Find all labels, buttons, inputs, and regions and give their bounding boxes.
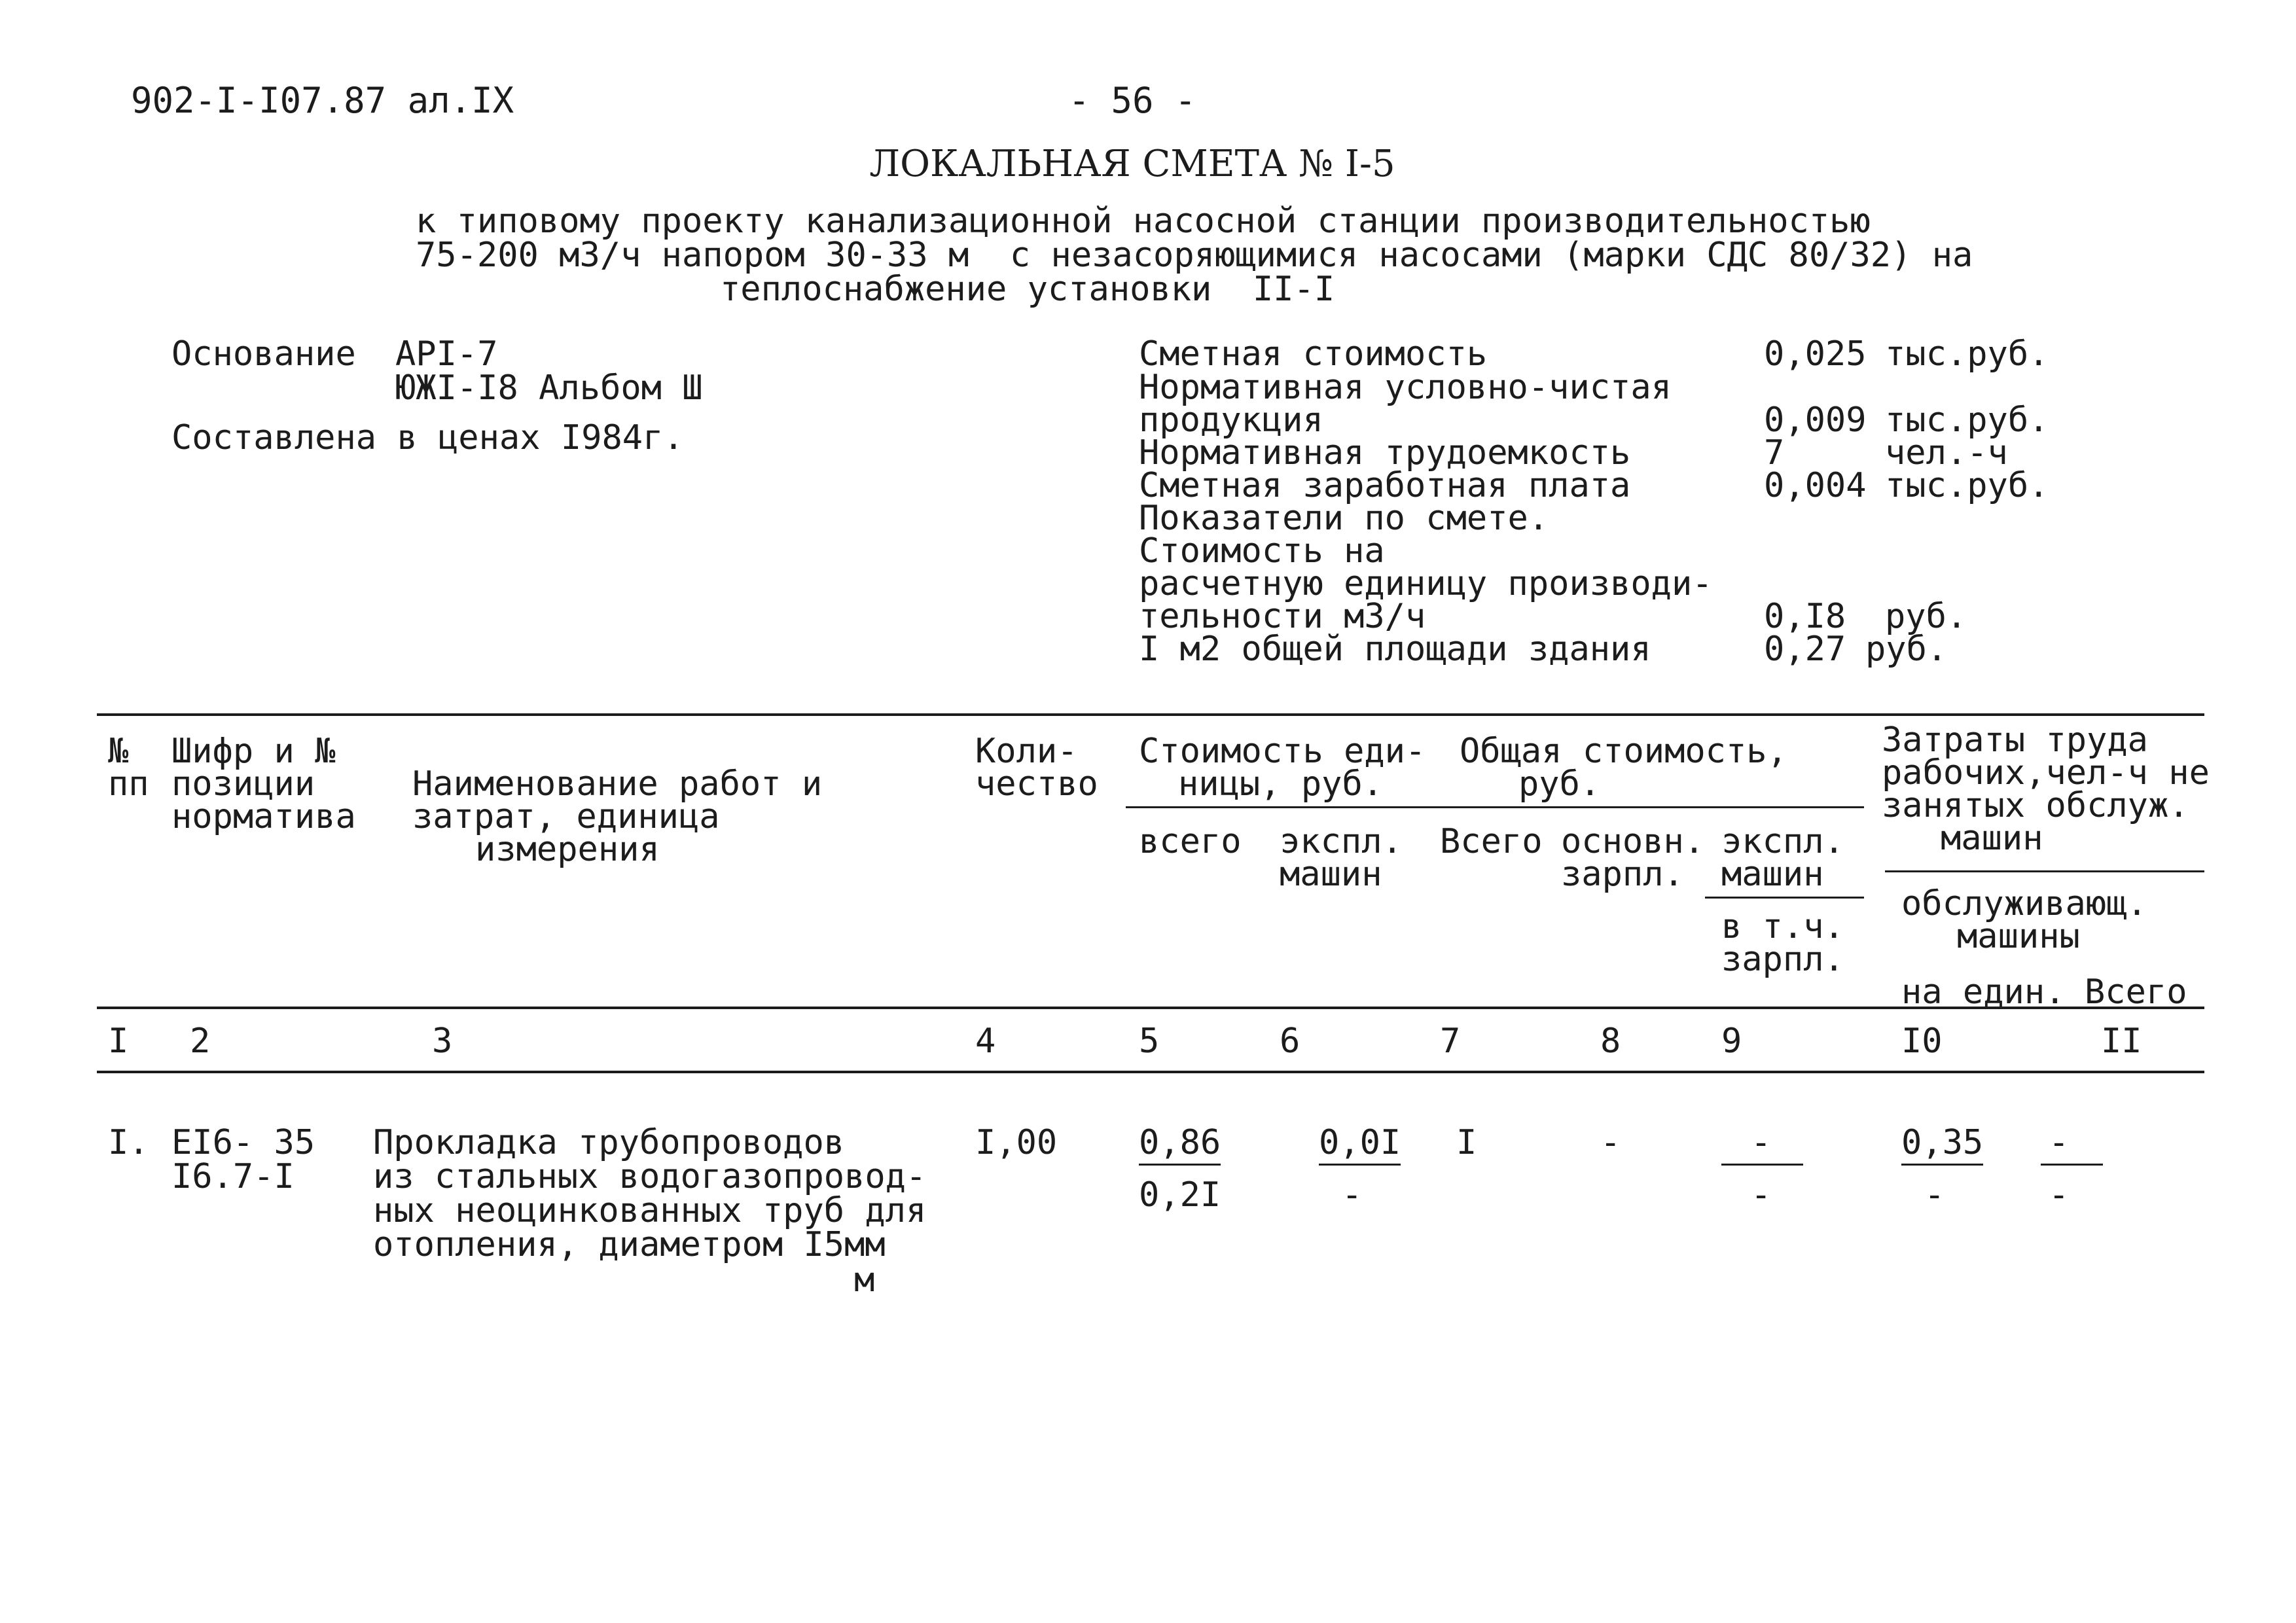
row-number: I. [108, 1123, 149, 1162]
row-base-wage: - [1600, 1123, 1621, 1162]
row-unit-machines: 0,0I [1319, 1123, 1401, 1162]
unit-cost-unit: руб. [1885, 597, 1967, 636]
net-product-unit: тыс.руб. [1885, 401, 2049, 440]
col-code-header-3: норматива [171, 797, 356, 836]
fraction-underline [1721, 1164, 1803, 1166]
labor-intensity-value: 7 [1764, 433, 1785, 473]
area-cost-unit: руб. [1865, 630, 1948, 669]
row-machines: - [1751, 1123, 1772, 1162]
total-header: всего [1139, 822, 1242, 861]
serving-machines-header-1: обслуживающ. [1901, 884, 2147, 923]
unit-cost-label-3: тельности м3/ч [1139, 597, 1426, 636]
estimated-cost-value: 0,025 [1764, 334, 1867, 374]
column-number: I0 [1901, 1022, 1943, 1061]
row-code-2: I6.7-I [171, 1157, 295, 1196]
column-number: 8 [1600, 1022, 1621, 1061]
labor-header-3: занятых обслуж. [1882, 786, 2189, 825]
incl-wage-header-2: зарпл. [1721, 940, 1844, 979]
row-labor-total-2: - [2049, 1175, 2070, 1215]
unit-cost-header-2: ницы, руб. [1178, 764, 1384, 804]
cost-header-rule [1126, 806, 1864, 808]
column-numbers-rule [97, 1071, 2204, 1073]
base-wage-header-2: зарпл. [1561, 855, 1684, 894]
col-code-header-1: Шифр и № [171, 732, 336, 771]
col-qty-header-2: чество [975, 764, 1098, 804]
row-unit-total-wage: 0,2I [1139, 1175, 1221, 1215]
column-number: II [2101, 1022, 2142, 1061]
row-machines-wage: - [1751, 1175, 1772, 1215]
labor-header-2: рабочих,чел-ч не [1882, 753, 2210, 793]
page-number: - 56 - [1068, 80, 1196, 121]
document-code: 902-I-I07.87 ал.IX [131, 80, 514, 121]
net-product-label-2: продукция [1139, 401, 1323, 440]
row-labor-total: - [2049, 1123, 2070, 1162]
net-product-value: 0,009 [1764, 401, 1867, 440]
machines2-header-1: экспл. [1721, 822, 1844, 861]
machines2-header-2: машин [1721, 855, 1824, 894]
total-cost-header-2: руб. [1518, 764, 1601, 804]
estimated-cost-unit: тыс.руб. [1885, 334, 2049, 374]
fraction-underline [1901, 1164, 1983, 1166]
row-name-line-2: из стальных водогазопровод- [373, 1157, 927, 1196]
fraction-underline [2041, 1164, 2103, 1166]
row-code-1: ЕI6- 35 [171, 1123, 315, 1162]
row-unit: м [854, 1260, 875, 1300]
unit-cost-value: 0,I8 [1764, 597, 1846, 636]
row-name-line-3: ных неоцинкованных труб для [373, 1191, 927, 1230]
basis-label: Основание [171, 334, 356, 374]
column-number: 7 [1440, 1022, 1461, 1061]
subtitle-line-1: к типовому проекту канализационной насосной станции производительностью [416, 202, 1871, 241]
fraction-underline [1139, 1164, 1221, 1166]
row-unit-machines-wage: - [1342, 1175, 1363, 1215]
page-title: ЛОКАЛЬНАЯ СМЕТА № I-5 [869, 143, 1395, 185]
machines-header-2: машин [1280, 855, 1382, 894]
per-unit-header: на един. [1901, 972, 2066, 1012]
column-number: 9 [1721, 1022, 1742, 1061]
labor-header-4: машин [1941, 819, 2043, 858]
prices-basis: Составлена в ценах I984г. [171, 418, 684, 457]
base-wage-header-1: основн. [1561, 822, 1705, 861]
total2-header: Всего [1440, 822, 1543, 861]
net-product-label-1: Нормативная условно-чистая [1139, 368, 1672, 407]
fraction-underline [1319, 1164, 1401, 1166]
column-number: 2 [190, 1022, 211, 1061]
row-labor-per-unit-2: - [1924, 1175, 1945, 1215]
estimated-cost-label: Сметная стоимость [1139, 334, 1488, 374]
row-name-line-4: отопления, диаметром I5мм [373, 1225, 886, 1264]
table-top-rule [97, 713, 2204, 716]
unit-cost-label-2: расчетную единицу производи- [1139, 564, 1713, 603]
total-cost-header-1: Общая стоимость, [1460, 732, 1787, 771]
labor-intensity-label: Нормативная трудоемкость [1139, 433, 1631, 473]
incl-wage-header-1: в т.ч. [1721, 907, 1844, 946]
wage-unit: тыс.руб. [1885, 466, 2049, 505]
row-labor-per-unit: 0,35 [1901, 1123, 1984, 1162]
row-name-line-1: Прокладка трубопроводов [373, 1123, 845, 1162]
labor-intensity-unit: чел.-ч [1885, 433, 2008, 473]
col-name-header-1: Наименование работ и [412, 764, 823, 804]
row-unit-total: 0,86 [1139, 1123, 1221, 1162]
unit-cost-label-1: Стоимость на [1139, 531, 1385, 571]
area-cost-label: I м2 общей площади здания [1139, 630, 1651, 669]
basis-value-1: АРI-7 [395, 334, 498, 374]
header-bottom-rule [97, 1007, 2204, 1009]
serving-machines-header-2: машины [1957, 917, 2080, 956]
indicators-label: Показатели по смете. [1139, 499, 1549, 538]
column-number: 6 [1280, 1022, 1300, 1061]
col-num-header-1: № [108, 732, 129, 771]
labor-header-1: Затраты труда [1882, 721, 2148, 760]
col-qty-header-1: Коли- [975, 732, 1078, 771]
wage-value: 0,004 [1764, 466, 1867, 505]
row-total: I [1456, 1123, 1477, 1162]
column-number: 4 [975, 1022, 996, 1061]
col-code-header-2: позиции [171, 764, 315, 804]
area-cost-value: 0,27 [1764, 630, 1846, 669]
subtitle-line-2: 75-200 м3/ч напором 30-33 м с незасоряющимися насосами (марки СДС 80/32) на [416, 236, 1973, 275]
basis-value-2: ЮЖI-I8 Альбом Ш [395, 368, 703, 408]
column-number: I [108, 1022, 129, 1061]
labor-total-header: Всего [2085, 972, 2187, 1012]
column-number: 5 [1139, 1022, 1160, 1061]
row-quantity: I,00 [975, 1123, 1058, 1162]
machines-header-rule [1705, 897, 1864, 899]
column-number: 3 [432, 1022, 453, 1061]
labor-header-rule [1885, 870, 2204, 872]
unit-cost-header-1: Стоимость еди- [1139, 732, 1426, 771]
col-num-header-2: пп [108, 764, 149, 804]
wage-label: Сметная заработная плата [1139, 466, 1631, 505]
col-name-header-2: затрат, единица [412, 797, 720, 836]
subtitle-line-3: теплоснабжение установки II-I [720, 270, 1335, 309]
machines-header-1: экспл. [1280, 822, 1403, 861]
col-name-header-3: измерения [475, 830, 660, 869]
